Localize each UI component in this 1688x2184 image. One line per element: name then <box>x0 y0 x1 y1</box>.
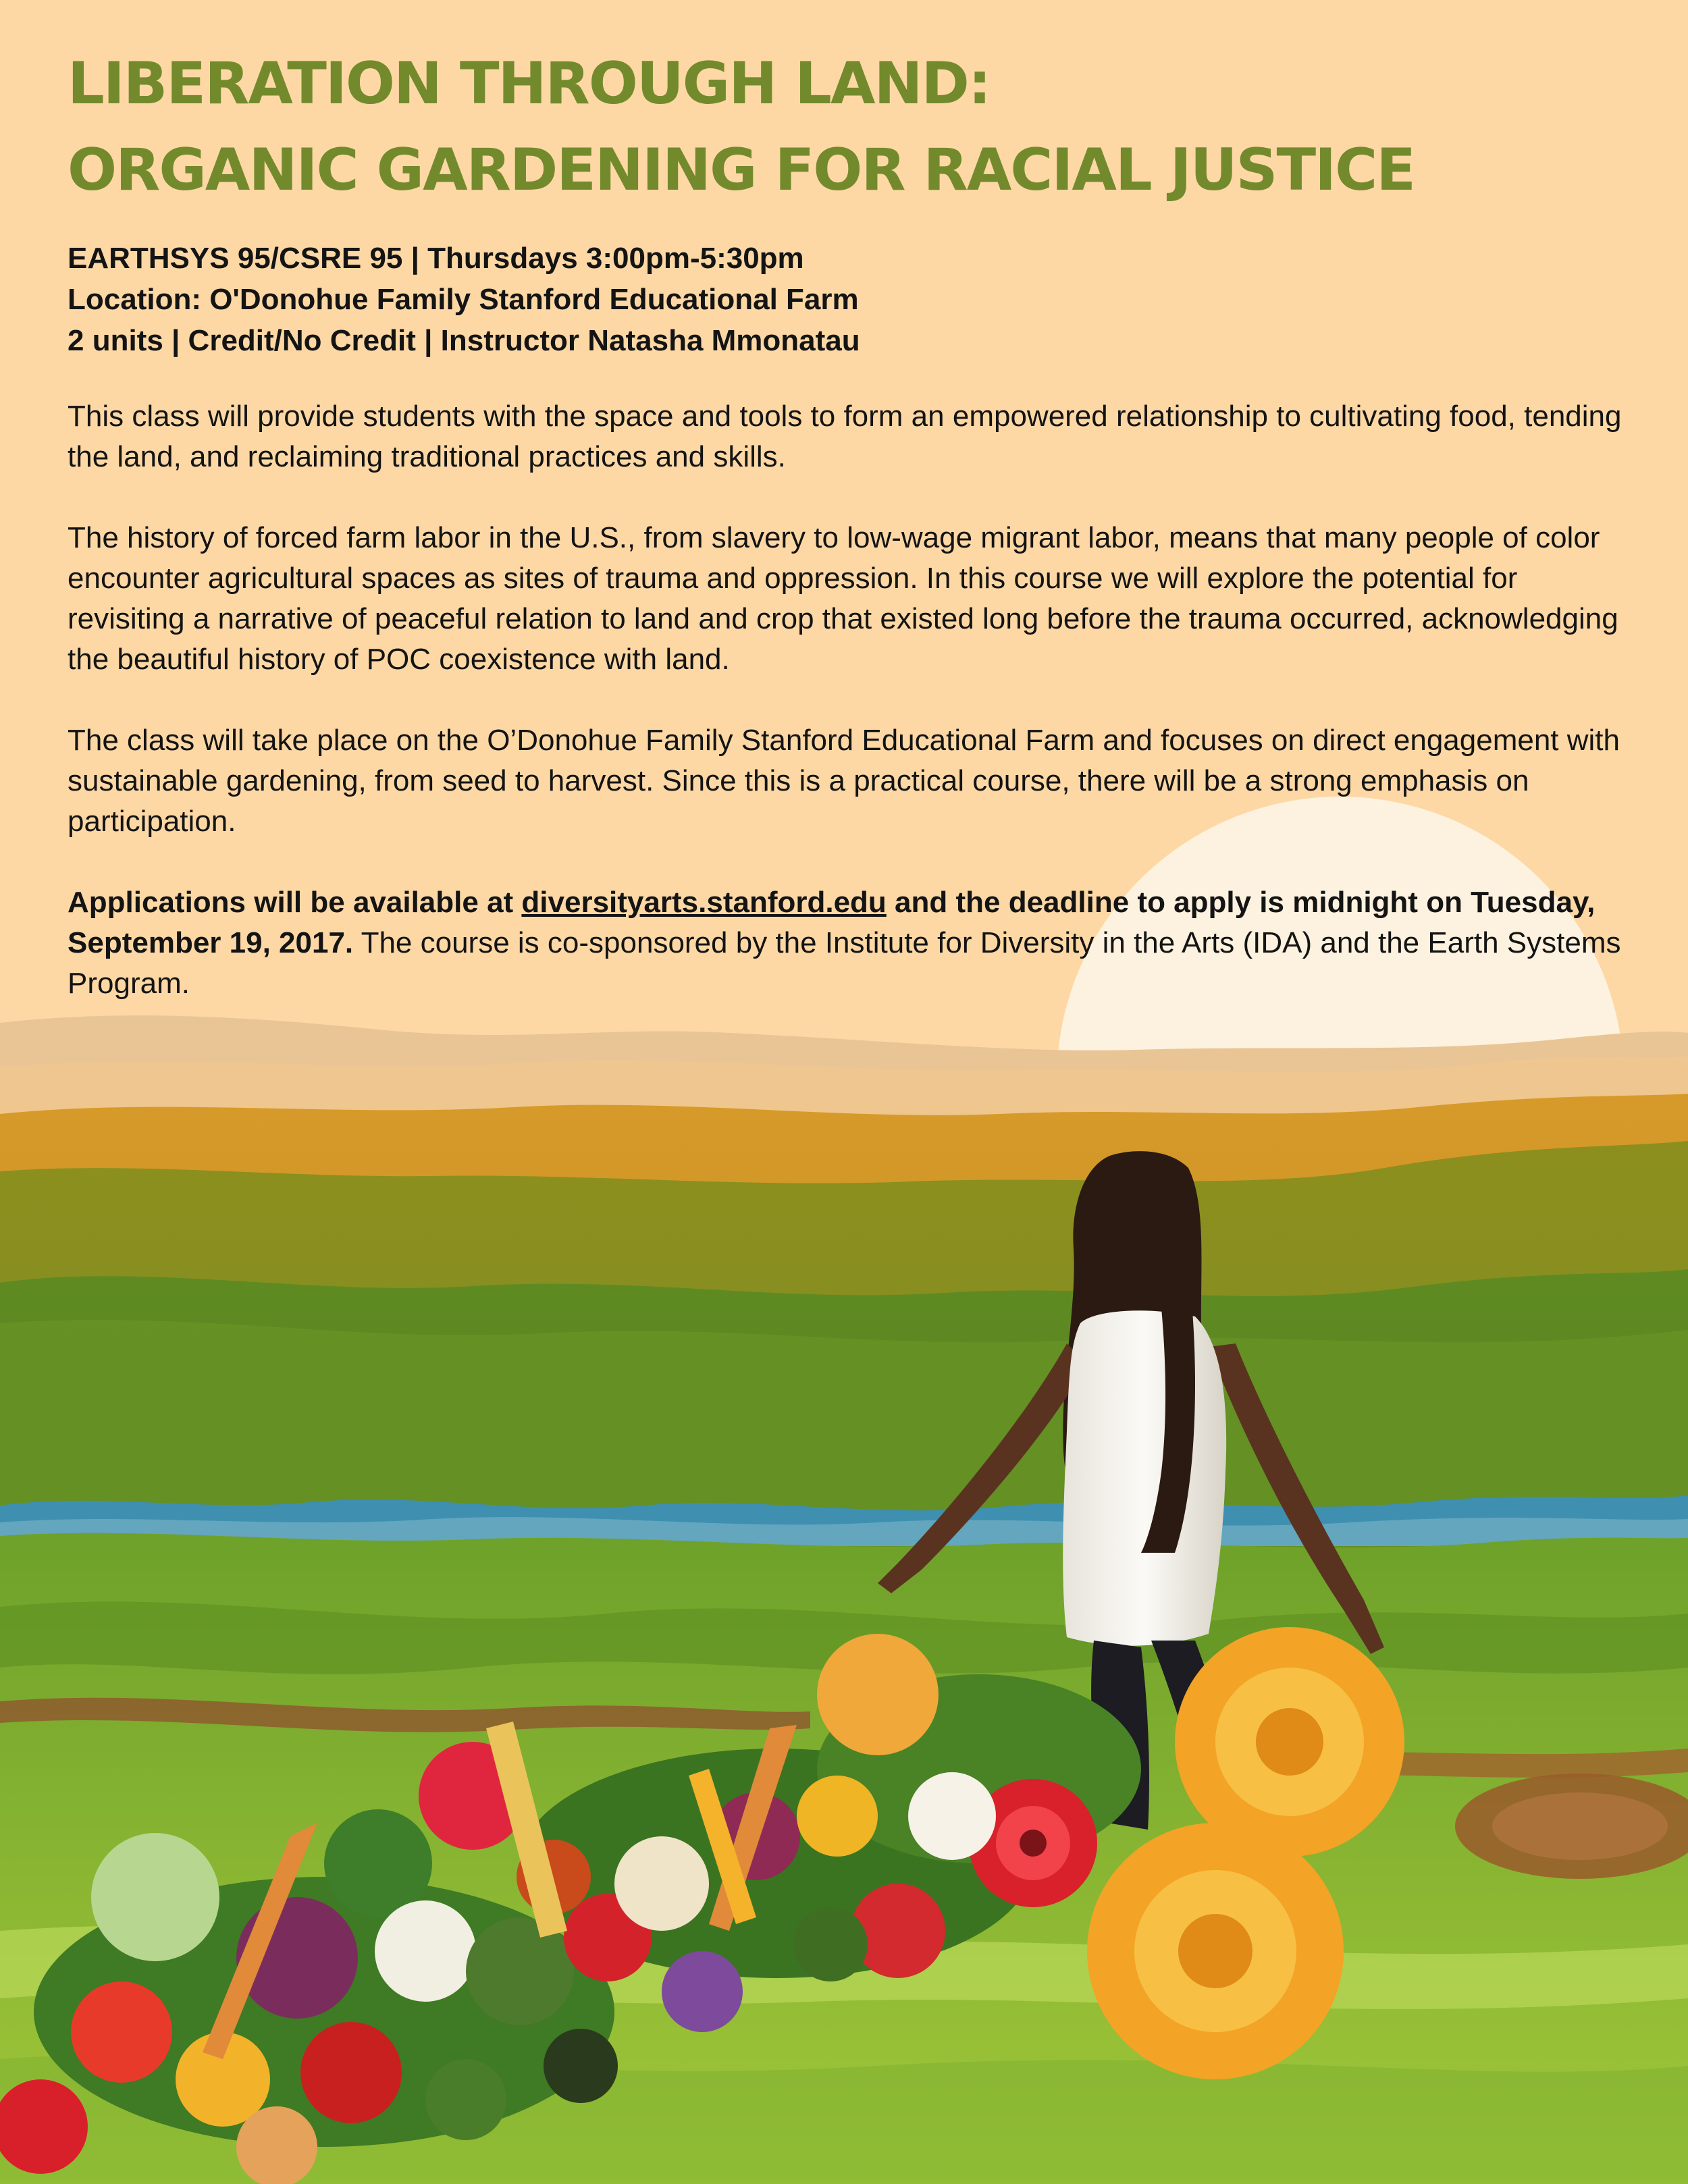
history-paragraph: The history of forced farm labor in the U.S., from slavery to low-wage migrant labor, means that many people of color encounter agricultural spaces as sites of trauma and oppression. In this course we will explore the potential for revisiting a narrative of peaceful relation to land and crop that existed long before the trauma occurred, acknowledging the beautiful history of POC coexistence with land. <box>68 521 1618 676</box>
title-line-1: LIBERATION THROUGH LAND: <box>68 50 991 117</box>
text-content <box>68 41 1634 1004</box>
applications-sponsors: The course is co-sponsored by the Institute for Diversity in the Arts (IDA) and the Earth Systems Program. <box>68 926 1621 1000</box>
location-paragraph: The class will take place on the O’Donohue Family Stanford Educational Farm and focuses on direct engagement with sustainable gardening, from seed to harvest. Since this is a practical course, there will be a strong emphasis on participation. <box>68 724 1620 838</box>
course-location: Location: O'Donohue Family Stanford Educational Farm <box>68 283 859 316</box>
applications-lead: Applications will be available at <box>68 886 522 919</box>
applications-deadline: and the deadline to apply is midnight on Tuesday, September 19, 2017. <box>68 886 1595 959</box>
course-schedule: EARTHSYS 95/CSRE 95 | Thursdays 3:00pm-5:30pm <box>68 242 804 275</box>
intro-paragraph: This class will provide students with the space and tools to form an empowered relationship to cultivating food, tending the land, and reclaiming traditional practices and skills. <box>68 400 1622 473</box>
course-meta <box>68 238 1634 361</box>
diversityarts-link[interactable]: diversityarts.stanford.edu <box>521 886 887 919</box>
applications-paragraph <box>68 882 1634 1004</box>
course-units-instructor: 2 units | Credit/No Credit | Instructor Natasha Mmonatau <box>68 324 860 357</box>
title-line-2: ORGANIC GARDENING FOR RACIAL JUSTICE <box>68 136 1415 204</box>
